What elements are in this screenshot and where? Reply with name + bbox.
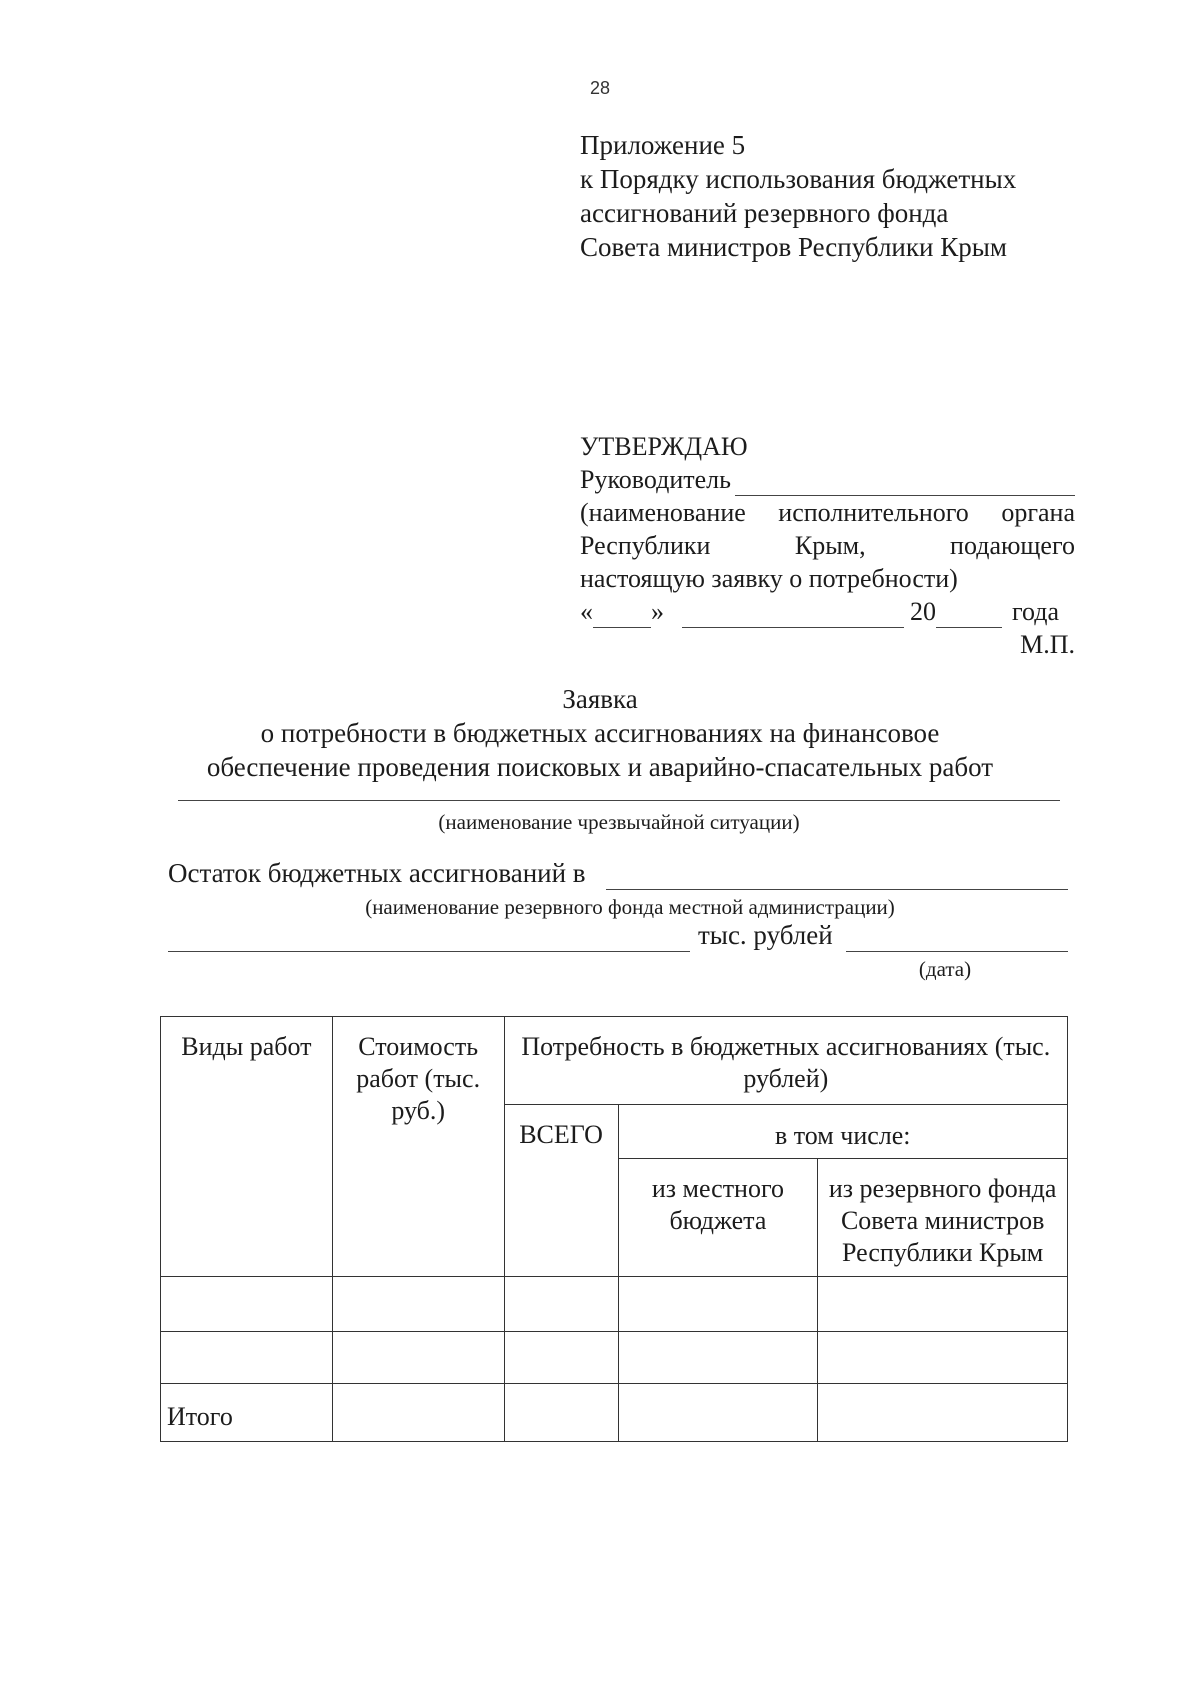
- seal-label: М.П.: [1020, 630, 1075, 659]
- appendix-line: Совета министров Республики Крым: [580, 232, 1007, 262]
- request-title-block: [0, 682, 1200, 784]
- year-field[interactable]: [936, 601, 1002, 628]
- org-caption-line: настоящую заявку о потребности): [580, 564, 958, 593]
- approval-date-row: [580, 595, 1075, 628]
- head-label: Руководитель: [580, 465, 731, 494]
- date-close-quote: »: [651, 597, 664, 626]
- header-need: Потребность в бюджетных ассигнованиях (тыс. рублей): [504, 1017, 1067, 1105]
- appendix-line: Приложение 5: [580, 130, 746, 160]
- emergency-caption: (наименование чрезвычайной ситуации): [438, 810, 800, 834]
- table-header-row: [161, 1017, 1068, 1105]
- appendix-line: к Порядку использования бюджетных: [580, 164, 1017, 194]
- table-cell[interactable]: [504, 1277, 618, 1332]
- head-name-field[interactable]: [735, 469, 1075, 496]
- appendix-line: ассигнований резервного фонда: [580, 198, 949, 228]
- day-field[interactable]: [593, 601, 651, 628]
- table-cell[interactable]: [161, 1332, 333, 1384]
- amount-unit: тыс. рублей: [698, 920, 833, 950]
- header-including: в том числе:: [618, 1105, 1067, 1159]
- header-cost: Стоимость работ (тыс. руб.): [332, 1017, 504, 1277]
- needs-table: [160, 1016, 1068, 1442]
- date-open-quote: «: [580, 597, 593, 626]
- head-row: [580, 463, 1075, 496]
- table-cell[interactable]: [618, 1384, 818, 1442]
- header-local-budget: из местного бюджета: [618, 1159, 818, 1277]
- table-cell[interactable]: [618, 1277, 818, 1332]
- emergency-name-field[interactable]: [178, 800, 1060, 801]
- table-cell[interactable]: [332, 1384, 504, 1442]
- fund-caption: (наименование резервного фонда местной администрации): [365, 895, 895, 919]
- year-prefix: 20: [910, 597, 936, 626]
- total-row-label: Итого: [161, 1384, 333, 1442]
- balance-label: Остаток бюджетных ассигнований в: [168, 858, 586, 888]
- table-cell[interactable]: [818, 1277, 1068, 1332]
- month-field[interactable]: [682, 601, 904, 628]
- fund-name-field[interactable]: [606, 889, 1068, 890]
- approval-block: [580, 430, 1075, 661]
- table-cell[interactable]: [818, 1332, 1068, 1384]
- org-caption-line: (наименование исполнительного органа: [580, 498, 1075, 527]
- table-cell[interactable]: [504, 1332, 618, 1384]
- table-row: [161, 1277, 1068, 1332]
- request-title: Заявка: [562, 684, 638, 714]
- page-number: 28: [589, 78, 611, 98]
- table-cell[interactable]: [618, 1332, 818, 1384]
- date-caption: (дата): [918, 957, 972, 981]
- balance-date-field[interactable]: [846, 951, 1068, 952]
- table-cell[interactable]: [818, 1384, 1068, 1442]
- request-subtitle-line: обеспечение проведения поисковых и аварийно-спасательных работ: [206, 752, 994, 782]
- header-reserve-fund: из резервного фонда Совета министров Республики Крым: [818, 1159, 1068, 1277]
- header-total: ВСЕГО: [504, 1105, 618, 1277]
- amount-field[interactable]: [168, 951, 690, 952]
- request-subtitle-line: о потребности в бюджетных ассигнованиях на финансовое: [260, 718, 940, 748]
- approval-heading: УТВЕРЖДАЮ: [580, 432, 748, 461]
- table-row: [161, 1332, 1068, 1384]
- year-suffix: года: [1012, 597, 1060, 626]
- table-cell[interactable]: [504, 1384, 618, 1442]
- appendix-header: [580, 128, 1016, 264]
- table-cell[interactable]: [332, 1277, 504, 1332]
- table-total-row: [161, 1384, 1068, 1442]
- table-cell[interactable]: [161, 1277, 333, 1332]
- table-cell[interactable]: [332, 1332, 504, 1384]
- header-work-types: Виды работ: [161, 1017, 333, 1277]
- org-caption-line: Республики Крым, подающего: [580, 531, 1075, 560]
